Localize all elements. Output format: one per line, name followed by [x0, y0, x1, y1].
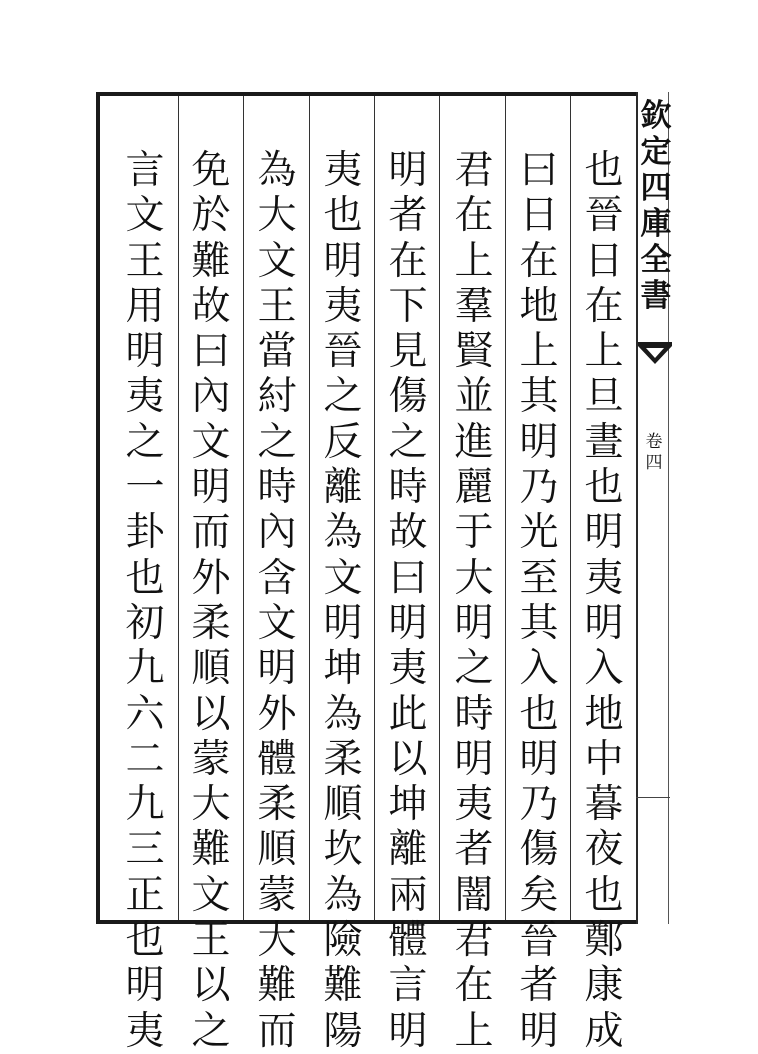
column-rule [243, 96, 244, 920]
fish-tail-ornament [638, 340, 672, 370]
volume-mark: 卷四 [645, 432, 663, 473]
margin-title: 欽定四庫全書 [640, 98, 672, 314]
text-column-3: 君在上羣賢並進麗于大明之時明夷者闇君在上 [454, 148, 494, 1054]
text-column-7: 免於難故曰內文明而外柔順以蒙大難文王以之 [191, 148, 231, 1054]
column-rule [505, 96, 506, 920]
column-rule [178, 96, 179, 920]
text-column-5: 夷也明夷晉之反離為文明坤為柔順坎為險難陽 [323, 148, 363, 1054]
column-rule [309, 96, 310, 920]
text-column-4: 明者在下見傷之時故曰明夷此以坤離兩體言明 [388, 148, 428, 1054]
margin-tick [636, 797, 670, 798]
column-rule [374, 96, 375, 920]
text-column-1: 也晉日在上旦晝也明夷明入地中暮夜也鄭康成 [584, 148, 624, 1054]
text-column-6: 為大文王當紂之時內含文明外體柔順蒙大難而 [257, 148, 297, 1054]
text-column-8: 言文王用明夷之一卦也初九六二九三正也明夷 [125, 148, 165, 1054]
text-column-2: 曰日在地上其明乃光至其入也明乃傷矣晉者明 [519, 148, 559, 1054]
column-rule [439, 96, 440, 920]
column-rule [570, 96, 571, 920]
